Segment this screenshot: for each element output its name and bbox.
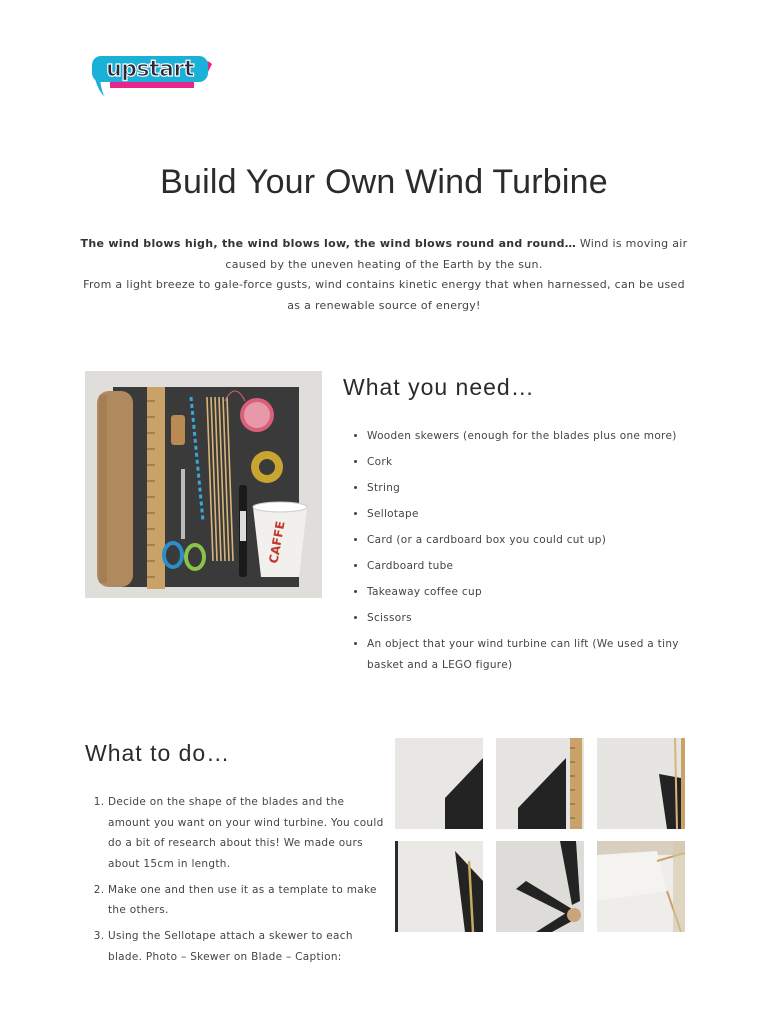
list-item: • String [367, 478, 707, 499]
step-photo-blade-skewer [597, 738, 685, 829]
list-item: • Cardboard tube [367, 556, 707, 577]
steps-list [93, 792, 390, 973]
intro-bold-text: The wind blows high, the wind blows low, the wind blows round and round… [80, 237, 577, 250]
need-heading: What you need… [343, 374, 535, 400]
step-item: 3. Using the Sellotape attach a skewer to each blade. Photo – Skewer on Blade – Caption: [108, 926, 390, 967]
step-item: 1. Decide on the shape of the blades and the amount you want on your wind turbine. You could do a bit of research about this! We made ours about 15cm in length. [108, 792, 390, 874]
materials-photo [85, 371, 322, 598]
step-photo-blade [395, 738, 483, 829]
page-title: Build Your Own Wind Turbine [160, 163, 608, 201]
cup-label: CAFFE [266, 520, 288, 565]
step-item: 2. Make one and then use it as a template to make the others. [108, 880, 390, 921]
step-photo-skewer-on-blade [395, 841, 483, 932]
step-photo-blades-cork [496, 841, 584, 932]
step-photo-blade-ruler [496, 738, 584, 829]
list-item: • Scissors [367, 608, 707, 629]
intro-text: Wind is moving air caused by the uneven heating of the Earth by the sun. [225, 237, 688, 271]
list-item: • An object that your wind turbine can lift (We used a tiny basket and a LEGO figure) [367, 634, 707, 675]
intro-line-2: From a light breeze to gale-force gusts, wind contains kinetic energy that when harnessed, can be used as a renewable source of energy! [83, 278, 685, 312]
step-photo-turbine-assembly [597, 841, 685, 932]
list-item: • Card (or a cardboard box you could cut up) [367, 530, 707, 551]
intro-line-1 [80, 234, 688, 275]
list-item: • Cork [367, 452, 707, 473]
list-item: • Sellotape [367, 504, 707, 525]
intro-paragraph [80, 234, 688, 316]
todo-heading: What to do… [85, 740, 231, 766]
upstart-logo[interactable] [88, 44, 214, 100]
list-item: • Takeaway coffee cup [367, 582, 707, 603]
list-item: • Wooden skewers (enough for the blades plus one more) [367, 426, 707, 447]
materials-list [351, 426, 707, 681]
logo-wordmark: upstart [106, 57, 194, 82]
